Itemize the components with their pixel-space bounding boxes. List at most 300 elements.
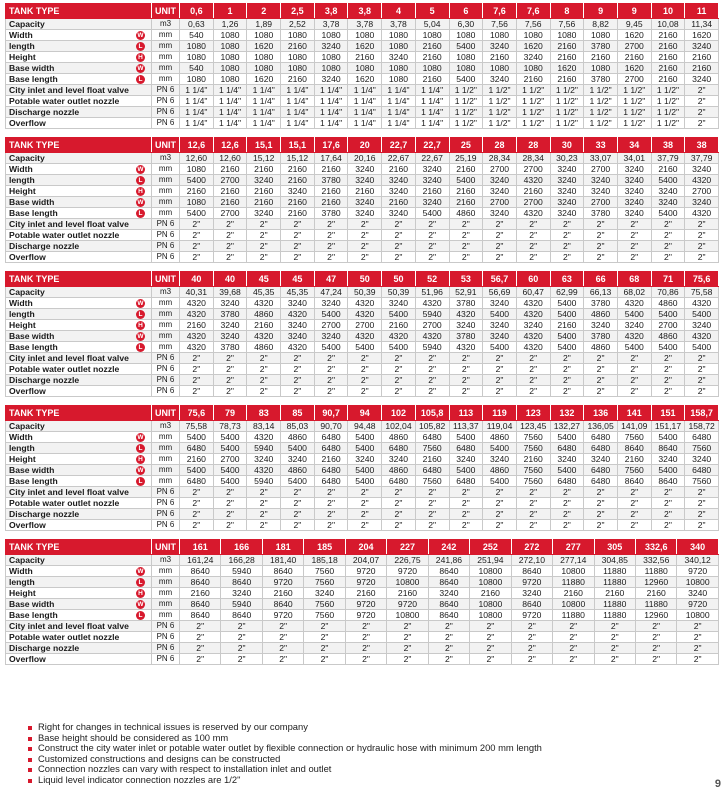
tank-type-cell: 79 xyxy=(213,406,247,421)
row-unit: mm xyxy=(152,599,180,610)
value-cell: 1080 xyxy=(314,30,348,41)
value-cell: 2" xyxy=(314,219,348,230)
row-label xyxy=(6,208,152,219)
value-cell: 4320 xyxy=(516,342,550,353)
value-cell: 3240 xyxy=(550,197,584,208)
value-cell: 2" xyxy=(180,375,214,386)
tank-type-cell: 3,8 xyxy=(314,4,348,19)
value-cell: 2160 xyxy=(314,197,348,208)
row-label xyxy=(6,30,152,41)
tank-type-cell: 9 xyxy=(617,4,651,19)
value-cell: 2" xyxy=(382,219,416,230)
tank-type-cell: 52 xyxy=(415,272,449,287)
tank-type-cell: 28 xyxy=(516,138,550,153)
value-cell: 2" xyxy=(415,487,449,498)
value-cell: 4320 xyxy=(247,432,281,443)
value-cell: 1080 xyxy=(348,63,382,74)
value-cell: 5400 xyxy=(550,298,584,309)
value-cell: 4320 xyxy=(449,309,483,320)
value-cell: 2" xyxy=(213,364,247,375)
value-cell: 1080 xyxy=(281,63,315,74)
tank-type-cell: 102 xyxy=(382,406,416,421)
row-label-text: City inlet and level float valve xyxy=(9,85,129,95)
row-unit: mm xyxy=(152,443,180,454)
value-cell: 5940 xyxy=(221,599,262,610)
row-unit: mm xyxy=(152,610,180,621)
note-item: Liquid level indicator connection nozzles are 1/2" xyxy=(28,775,542,786)
value-cell: 2" xyxy=(617,498,651,509)
value-cell: 132,27 xyxy=(550,421,584,432)
value-cell: 2" xyxy=(415,498,449,509)
value-cell: 2" xyxy=(314,509,348,520)
value-cell: 3780 xyxy=(213,309,247,320)
tank-type-cell: 83 xyxy=(247,406,281,421)
value-cell: 2" xyxy=(213,498,247,509)
value-cell: 3240 xyxy=(483,186,517,197)
row-label xyxy=(6,588,152,599)
value-cell: 3240 xyxy=(382,52,416,63)
value-cell: 5400 xyxy=(449,175,483,186)
value-cell: 2" xyxy=(516,487,550,498)
value-cell: 1 1/4" xyxy=(213,85,247,96)
value-cell: 1 1/4" xyxy=(247,118,281,129)
value-cell: 1 1/2" xyxy=(449,118,483,129)
table-row xyxy=(6,186,719,197)
value-cell: 2" xyxy=(348,375,382,386)
value-cell: 1080 xyxy=(483,30,517,41)
value-cell: 2160 xyxy=(314,454,348,465)
row-label-text: Capacity xyxy=(9,153,45,163)
value-cell: 3240 xyxy=(584,186,618,197)
row-unit: PN 6 xyxy=(152,654,180,665)
row-label-text: Width xyxy=(9,432,33,442)
value-cell: 3240 xyxy=(382,454,416,465)
value-cell: 3240 xyxy=(584,175,618,186)
value-cell: 2" xyxy=(348,386,382,397)
row-label xyxy=(6,498,152,509)
value-cell: 2" xyxy=(180,632,221,643)
value-cell: 2" xyxy=(685,364,719,375)
tank-type-cell: 0,6 xyxy=(180,4,214,19)
row-label-text: length xyxy=(9,443,35,453)
table-row xyxy=(6,41,719,52)
value-cell: 4320 xyxy=(685,175,719,186)
row-unit: mm xyxy=(152,331,180,342)
value-cell: 2" xyxy=(213,241,247,252)
value-cell: 2" xyxy=(685,241,719,252)
value-cell: 2" xyxy=(635,643,676,654)
value-cell: 105,82 xyxy=(415,421,449,432)
row-label-text: Base width xyxy=(9,599,55,609)
row-unit: mm xyxy=(152,465,180,476)
value-cell: 2160 xyxy=(516,74,550,85)
value-cell: 2" xyxy=(651,487,685,498)
row-label-text: Potable water outlet nozzle xyxy=(9,632,120,642)
value-cell: 28,34 xyxy=(483,153,517,164)
tank-type-cell: 47 xyxy=(314,272,348,287)
tank-type-cell: 2 xyxy=(247,4,281,19)
value-cell: 3240 xyxy=(382,175,416,186)
value-cell: 2" xyxy=(387,654,428,665)
value-cell: 2" xyxy=(677,621,718,632)
value-cell: 3240 xyxy=(348,175,382,186)
value-cell: 1 1/4" xyxy=(213,96,247,107)
value-cell: 2" xyxy=(594,643,635,654)
value-cell: 3240 xyxy=(685,74,719,85)
value-cell: 1 1/4" xyxy=(314,96,348,107)
value-cell: 2" xyxy=(415,219,449,230)
value-cell: 2" xyxy=(651,509,685,520)
row-label-text: Discharge nozzle xyxy=(9,241,80,251)
value-cell: 2700 xyxy=(516,164,550,175)
value-cell: 34,01 xyxy=(617,153,651,164)
value-cell: 5400 xyxy=(617,342,651,353)
value-cell: 4860 xyxy=(483,432,517,443)
value-cell: 2" xyxy=(247,509,281,520)
tank-type-cell: 66 xyxy=(584,272,618,287)
value-cell: 2" xyxy=(677,632,718,643)
tank-type-cell: 252 xyxy=(470,540,511,555)
value-cell: 1 1/4" xyxy=(314,118,348,129)
value-cell: 7560 xyxy=(617,432,651,443)
value-cell: 6480 xyxy=(415,465,449,476)
value-cell: 2700 xyxy=(617,41,651,52)
spec-table-4 xyxy=(5,405,719,531)
value-cell: 2" xyxy=(180,643,221,654)
value-cell: 2160 xyxy=(415,41,449,52)
value-cell: 2" xyxy=(516,386,550,397)
value-cell: 2" xyxy=(685,509,719,520)
value-cell: 2" xyxy=(470,643,511,654)
row-unit: mm xyxy=(152,186,180,197)
tank-type-cell: 7,6 xyxy=(516,4,550,19)
table-row xyxy=(6,230,719,241)
value-cell: 2" xyxy=(651,252,685,263)
value-cell: 3240 xyxy=(213,298,247,309)
value-cell: 2" xyxy=(387,621,428,632)
tank-type-cell: 22,7 xyxy=(382,138,416,153)
value-cell: 2160 xyxy=(651,164,685,175)
tank-type-cell: 272 xyxy=(511,540,552,555)
value-cell: 2" xyxy=(314,487,348,498)
value-cell: 2" xyxy=(584,364,618,375)
value-cell: 2" xyxy=(617,230,651,241)
value-cell: 3780 xyxy=(449,331,483,342)
value-cell: 11880 xyxy=(594,577,635,588)
value-cell: 2" xyxy=(516,219,550,230)
value-cell: 5400 xyxy=(281,476,315,487)
dimension-icon: L xyxy=(136,611,145,620)
value-cell: 1 1/4" xyxy=(348,107,382,118)
value-cell: 5400 xyxy=(213,432,247,443)
value-cell: 332,56 xyxy=(635,555,676,566)
value-cell: 2" xyxy=(213,219,247,230)
value-cell: 2700 xyxy=(213,208,247,219)
value-cell: 8640 xyxy=(180,610,221,621)
row-label-text: Capacity xyxy=(9,287,45,297)
row-label-text: Potable water outlet nozzle xyxy=(9,364,120,374)
row-label xyxy=(6,443,152,454)
value-cell: 1 1/4" xyxy=(314,107,348,118)
table-header-row xyxy=(6,138,719,153)
value-cell: 5400 xyxy=(651,175,685,186)
value-cell: 1 1/4" xyxy=(213,118,247,129)
value-cell: 5400 xyxy=(382,309,416,320)
value-cell: 2" xyxy=(651,353,685,364)
value-cell: 33,07 xyxy=(584,153,618,164)
value-cell: 2" xyxy=(348,353,382,364)
value-cell: 1080 xyxy=(213,63,247,74)
row-unit: mm xyxy=(152,566,180,577)
value-cell: 3240 xyxy=(550,208,584,219)
value-cell: 2160 xyxy=(483,52,517,63)
value-cell: 181,40 xyxy=(262,555,303,566)
tank-type-cell: 166 xyxy=(221,540,262,555)
value-cell: 3240 xyxy=(415,175,449,186)
value-cell: 2" xyxy=(483,241,517,252)
value-cell: 2" xyxy=(247,353,281,364)
value-cell: 6480 xyxy=(550,476,584,487)
value-cell: 2" xyxy=(213,487,247,498)
value-cell: 1 1/2" xyxy=(550,85,584,96)
table-row xyxy=(6,342,719,353)
value-cell: 4320 xyxy=(516,175,550,186)
value-cell: 1080 xyxy=(449,63,483,74)
value-cell: 3240 xyxy=(584,320,618,331)
value-cell: 1 1/2" xyxy=(584,85,618,96)
value-cell: 5400 xyxy=(314,309,348,320)
tank-type-cell: 71 xyxy=(651,272,685,287)
value-cell: 2160 xyxy=(281,208,315,219)
row-label xyxy=(6,85,152,96)
value-cell: 2" xyxy=(511,654,552,665)
row-unit: PN 6 xyxy=(152,364,180,375)
value-cell: 8640 xyxy=(651,443,685,454)
table-row xyxy=(6,118,719,129)
value-cell: 6480 xyxy=(180,476,214,487)
value-cell: 5400 xyxy=(449,41,483,52)
value-cell: 11880 xyxy=(635,599,676,610)
value-cell: 2" xyxy=(483,230,517,241)
value-cell: 1 1/4" xyxy=(415,85,449,96)
value-cell: 2" xyxy=(213,252,247,263)
value-cell: 1080 xyxy=(483,63,517,74)
row-unit: PN 6 xyxy=(152,230,180,241)
row-label xyxy=(6,298,152,309)
value-cell: 83,14 xyxy=(247,421,281,432)
table-row xyxy=(6,555,719,566)
table-header-row xyxy=(6,4,719,19)
row-unit: PN 6 xyxy=(152,252,180,263)
value-cell: 5400 xyxy=(449,465,483,476)
table-row xyxy=(6,654,719,665)
row-label xyxy=(6,465,152,476)
value-cell: 1080 xyxy=(449,52,483,63)
value-cell: 6480 xyxy=(314,476,348,487)
dimension-icon: L xyxy=(136,75,145,84)
value-cell: 1 1/4" xyxy=(348,96,382,107)
value-cell: 1 1/2" xyxy=(550,118,584,129)
value-cell: 6480 xyxy=(685,465,719,476)
value-cell: 161,24 xyxy=(180,555,221,566)
value-cell: 2" xyxy=(382,364,416,375)
value-cell: 5400 xyxy=(483,309,517,320)
value-cell: 2160 xyxy=(180,186,214,197)
value-cell: 7560 xyxy=(516,465,550,476)
value-cell: 2" xyxy=(428,632,469,643)
value-cell: 10800 xyxy=(470,599,511,610)
tank-type-cell: 20 xyxy=(348,138,382,153)
value-cell: 2" xyxy=(382,509,416,520)
value-cell: 2" xyxy=(180,509,214,520)
value-cell: 2" xyxy=(213,375,247,386)
value-cell: 1 1/2" xyxy=(617,96,651,107)
row-label xyxy=(6,230,152,241)
row-label xyxy=(6,252,152,263)
value-cell: 1 1/2" xyxy=(651,85,685,96)
value-cell: 2" xyxy=(516,353,550,364)
row-label-text: Base length xyxy=(9,208,58,218)
row-label-text: Potable water outlet nozzle xyxy=(9,230,120,240)
value-cell: 2" xyxy=(247,375,281,386)
value-cell: 2" xyxy=(685,96,719,107)
table-row xyxy=(6,476,719,487)
value-cell: 37,79 xyxy=(685,153,719,164)
value-cell: 1080 xyxy=(180,197,214,208)
value-cell: 2" xyxy=(382,230,416,241)
tank-type-header: TANK TYPE xyxy=(6,540,152,555)
value-cell: 2" xyxy=(483,498,517,509)
value-cell: 2" xyxy=(415,375,449,386)
value-cell: 2" xyxy=(584,230,618,241)
value-cell: 2" xyxy=(387,632,428,643)
value-cell: 3240 xyxy=(550,186,584,197)
value-cell: 2700 xyxy=(483,197,517,208)
value-cell: 1 1/4" xyxy=(180,107,214,118)
tank-type-cell: 9 xyxy=(584,4,618,19)
value-cell: 0,63 xyxy=(180,19,214,30)
value-cell: 2160 xyxy=(281,164,315,175)
tank-type-cell: 4 xyxy=(382,4,416,19)
value-cell: 2" xyxy=(382,241,416,252)
value-cell: 2160 xyxy=(382,197,416,208)
table-row xyxy=(6,632,719,643)
value-cell: 2" xyxy=(449,375,483,386)
value-cell: 7560 xyxy=(304,566,345,577)
value-cell: 2" xyxy=(213,353,247,364)
value-cell: 4320 xyxy=(247,465,281,476)
table-row xyxy=(6,577,719,588)
row-label-text: Capacity xyxy=(9,555,45,565)
table-row xyxy=(6,509,719,520)
value-cell: 4320 xyxy=(382,331,416,342)
value-cell: 8640 xyxy=(180,599,221,610)
row-label xyxy=(6,107,152,118)
value-cell: 5400 xyxy=(685,342,719,353)
value-cell: 11880 xyxy=(594,610,635,621)
tank-type-header: TANK TYPE xyxy=(6,406,152,421)
value-cell: 2" xyxy=(213,386,247,397)
value-cell: 2160 xyxy=(550,320,584,331)
value-cell: 2" xyxy=(483,509,517,520)
value-cell: 8640 xyxy=(221,610,262,621)
value-cell: 2" xyxy=(382,487,416,498)
tank-type-cell: 141 xyxy=(617,406,651,421)
row-label xyxy=(6,476,152,487)
row-unit: PN 6 xyxy=(152,219,180,230)
value-cell: 4320 xyxy=(449,342,483,353)
value-cell: 6480 xyxy=(584,476,618,487)
value-cell: 2" xyxy=(262,643,303,654)
value-cell: 3240 xyxy=(483,320,517,331)
value-cell: 3240 xyxy=(382,298,416,309)
row-label xyxy=(6,153,152,164)
dimension-icon: W xyxy=(137,65,144,72)
value-cell: 1 1/4" xyxy=(314,85,348,96)
tank-type-cell: 63 xyxy=(550,272,584,287)
row-label xyxy=(6,19,152,30)
value-cell: 94,48 xyxy=(348,421,382,432)
row-label xyxy=(6,186,152,197)
value-cell: 3240 xyxy=(651,454,685,465)
value-cell: 2" xyxy=(304,643,345,654)
value-cell: 3240 xyxy=(348,164,382,175)
row-label-text: Capacity xyxy=(9,421,45,431)
value-cell: 2" xyxy=(584,252,618,263)
value-cell: 3240 xyxy=(685,197,719,208)
value-cell: 75,58 xyxy=(180,421,214,432)
value-cell: 3780 xyxy=(584,208,618,219)
value-cell: 2" xyxy=(617,509,651,520)
row-label-text: Overflow xyxy=(9,654,46,664)
value-cell: 2160 xyxy=(281,74,315,85)
value-cell: 2" xyxy=(677,654,718,665)
value-cell: 5400 xyxy=(550,465,584,476)
value-cell: 2" xyxy=(550,509,584,520)
value-cell: 2" xyxy=(180,353,214,364)
tank-type-cell: 94 xyxy=(348,406,382,421)
table-row xyxy=(6,487,719,498)
value-cell: 1 1/2" xyxy=(449,107,483,118)
table-row xyxy=(6,421,719,432)
value-cell: 3240 xyxy=(617,175,651,186)
row-unit: mm xyxy=(152,30,180,41)
value-cell: 2" xyxy=(382,386,416,397)
value-cell: 2" xyxy=(584,498,618,509)
value-cell: 9720 xyxy=(345,610,386,621)
value-cell: 10800 xyxy=(677,577,718,588)
value-cell: 2160 xyxy=(281,41,315,52)
value-cell: 2" xyxy=(550,364,584,375)
value-cell: 8640 xyxy=(511,566,552,577)
value-cell: 2" xyxy=(470,632,511,643)
value-cell: 1080 xyxy=(314,52,348,63)
table-row xyxy=(6,107,719,118)
value-cell: 1080 xyxy=(180,41,214,52)
value-cell: 2160 xyxy=(281,197,315,208)
note-item: Construct the city water inlet or potable water outlet by flexible connection or hydraulic hose with minimum 200 mm length xyxy=(28,743,542,754)
value-cell: 45,35 xyxy=(281,287,315,298)
row-unit: mm xyxy=(152,298,180,309)
row-label xyxy=(6,610,152,621)
value-cell: 2" xyxy=(617,219,651,230)
value-cell: 6,30 xyxy=(449,19,483,30)
value-cell: 1080 xyxy=(550,30,584,41)
value-cell: 1 1/4" xyxy=(382,85,416,96)
value-cell: 2" xyxy=(348,520,382,531)
row-label-text: Capacity xyxy=(9,19,45,29)
table-row xyxy=(6,74,719,85)
